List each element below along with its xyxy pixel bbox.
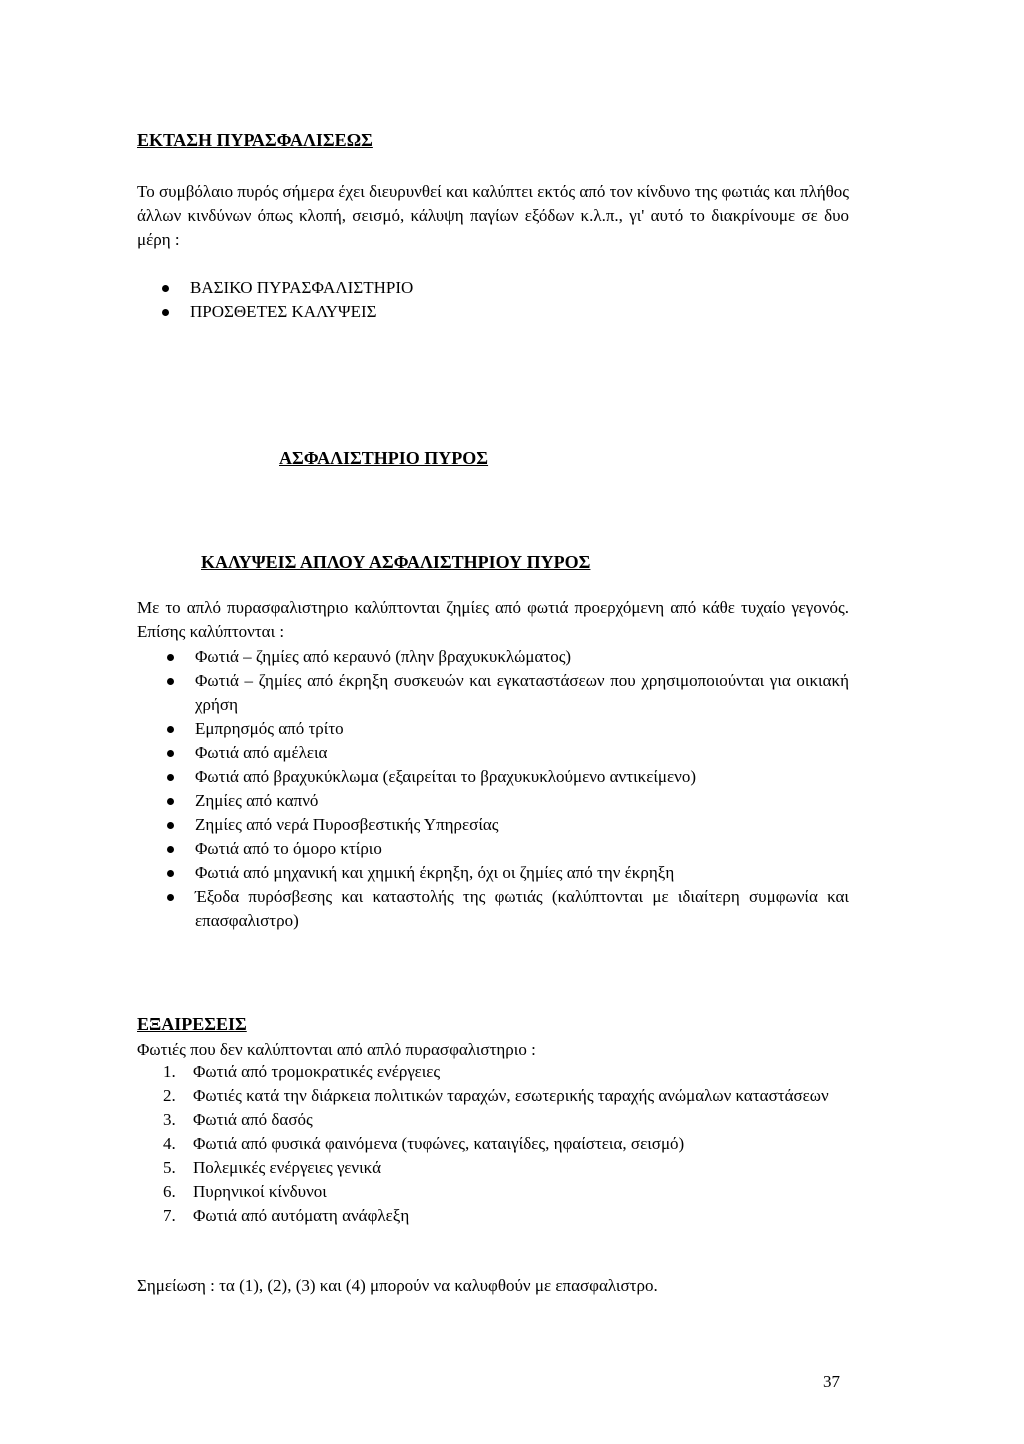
item-number: 2. xyxy=(163,1086,176,1105)
list-item xyxy=(163,1132,849,1156)
section-title-exclusions: ΕΞΑΙΡΕΣΕΙΣ xyxy=(137,1014,247,1034)
coverages-list xyxy=(165,645,849,933)
item-text: Πολεμικές ενέργειες γενικά xyxy=(193,1158,381,1177)
page-number: 37 xyxy=(823,1372,840,1391)
list-item: Φωτιά από το όμορο κτίριο xyxy=(165,837,849,861)
item-number: 5. xyxy=(163,1158,176,1177)
exclusions-note: Σημείωση : τα (1), (2), (3) και (4) μπορούν να καλυφθούν με επασφαλιστρο. xyxy=(137,1276,658,1295)
list-item xyxy=(163,1156,849,1180)
list-item: Φωτιά από αμέλεια xyxy=(165,741,849,765)
list-item: Έξοδα πυρόσβεσης και καταστολής της φωτιάς (καλύπτονται με ιδιαίτερη συμφωνία και επασφαλιστρο) xyxy=(165,885,849,933)
list-item: Φωτιά από βραχυκύκλωμα (εξαιρείται το βραχυκυκλούμενο αντικείμενο) xyxy=(165,765,849,789)
item-text: Πυρηνικοί κίνδυνοι xyxy=(193,1182,327,1201)
list-item: ΒΑΣΙΚΟ ΠΥΡΑΣΦΑΛΙΣΤΗΡΙΟ xyxy=(160,276,840,300)
exclusions-intro: Φωτιές που δεν καλύπτονται από απλό πυρασφαλιστηριο : xyxy=(137,1040,536,1059)
list-item: ΠΡΟΣΘΕΤΕΣ ΚΑΛΥΨΕΙΣ xyxy=(160,300,840,324)
item-text: Φωτιά από τρομοκρατικές ενέργειες xyxy=(193,1062,441,1081)
list-item xyxy=(163,1084,849,1108)
item-number: 1. xyxy=(163,1062,176,1081)
coverages-paragraph: Με το απλό πυρασφαλιστηριο καλύπτονται ζημίες από φωτιά προερχόμενη από κάθε τυχαίο γεγονός. Επίσης καλύπτονται : xyxy=(137,598,849,641)
list-item xyxy=(163,1204,849,1228)
section-title-extent: ΕΚΤΑΣΗ ΠΥΡΑΣΦΑΛΙΣΕΩΣ xyxy=(137,130,373,150)
extent-list xyxy=(160,276,840,324)
list-item: Εμπρησμός από τρίτο xyxy=(165,717,849,741)
extent-paragraph: Το συμβόλαιο πυρός σήμερα έχει διευρυνθεί και καλύπτει εκτός από τον κίνδυνο της φωτιάς και πλήθος άλλων κινδύνων όπως κλοπή, σεισμό, κάλυψη παγίων εξόδων κ.λ.π., γι' αυτό το διακρίνουμε σε δυο μέρη : xyxy=(137,182,849,249)
section-title-fire-policy: ΑΣΦΑΛΙΣΤΗΡΙΟ ΠΥΡΟΣ xyxy=(279,448,489,468)
item-text: Φωτιά από δασός xyxy=(193,1110,313,1129)
list-item: Φωτιά – ζημίες από έκρηξη συσκευών και εγκαταστάσεων που χρησιμοποιούνται για οικιακή χρήση xyxy=(165,669,849,717)
list-item: Φωτιά από μηχανική και χημική έκρηξη, όχι οι ζημίες από την έκρηξη xyxy=(165,861,849,885)
item-number: 7. xyxy=(163,1206,176,1225)
list-item: Ζημίες από καπνό xyxy=(165,789,849,813)
exclusions-list xyxy=(163,1060,849,1228)
list-item: Ζημίες από νερά Πυροσβεστικής Υπηρεσίας xyxy=(165,813,849,837)
subsection-title-coverages: ΚΑΛΥΨΕΙΣ ΑΠΛΟΥ ΑΣΦΑΛΙΣΤΗΡΙΟΥ ΠΥΡΟΣ xyxy=(201,552,591,572)
item-number: 4. xyxy=(163,1134,176,1153)
list-item xyxy=(163,1180,849,1204)
item-number: 6. xyxy=(163,1182,176,1201)
item-text: Φωτιές κατά την διάρκεια πολιτικών ταραχών, εσωτερικής ταραχής ανώμαλων καταστάσεων xyxy=(193,1086,829,1105)
list-item xyxy=(163,1060,849,1084)
list-item: Φωτιά – ζημίες από κεραυνό (πλην βραχυκυκλώματος) xyxy=(165,645,849,669)
item-text: Φωτιά από φυσικά φαινόμενα (τυφώνες, καταιγίδες, ηφαίστεια, σεισμό) xyxy=(193,1134,685,1153)
item-number: 3. xyxy=(163,1110,176,1129)
list-item xyxy=(163,1108,849,1132)
item-text: Φωτιά από αυτόματη ανάφλεξη xyxy=(193,1206,410,1225)
